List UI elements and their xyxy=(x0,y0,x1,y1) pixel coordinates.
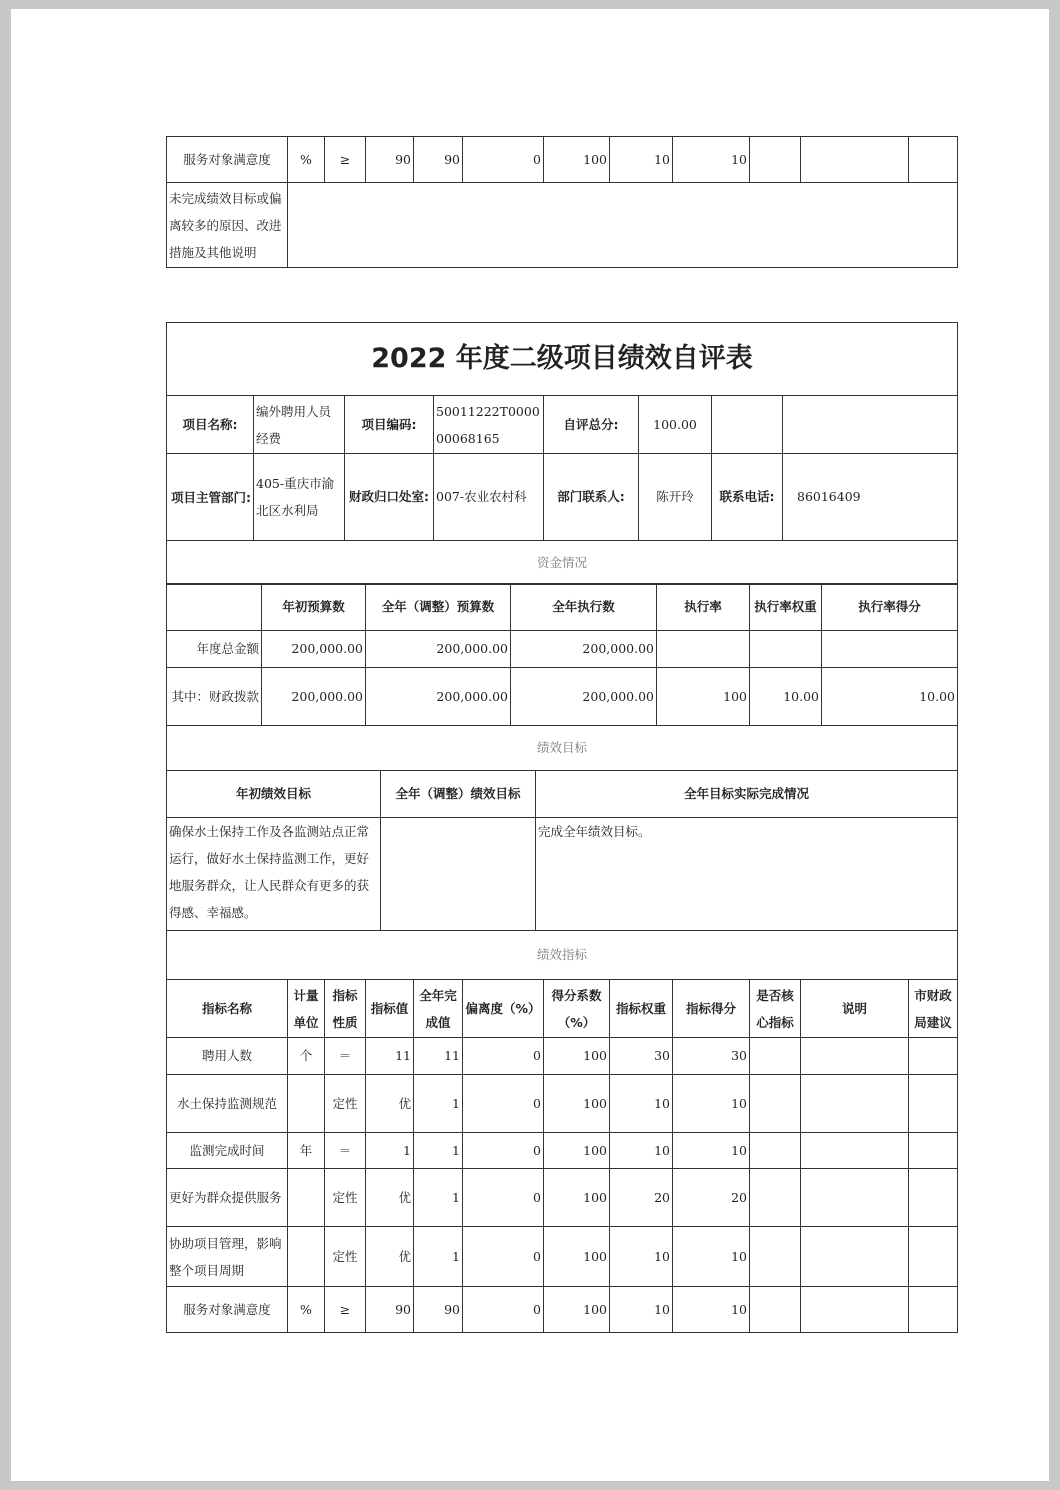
remark xyxy=(801,1169,909,1227)
score-coefficient: 100 xyxy=(544,1038,610,1075)
table-row xyxy=(167,1038,958,1075)
actual-value: 1 xyxy=(414,1169,463,1227)
project-name: 编外聘用人员经费 xyxy=(254,396,345,454)
unit xyxy=(288,1075,325,1133)
page-title: 2022 年度二级项目绩效自评表 xyxy=(167,323,958,396)
note-label: 未完成绩效目标或偏离较多的原因、改进措施及其他说明 xyxy=(167,183,288,268)
remark xyxy=(801,137,909,183)
table-row xyxy=(167,1133,958,1169)
weight: 10 xyxy=(610,137,673,183)
target-value: 优 xyxy=(366,1169,414,1227)
deviation: 0 xyxy=(463,1169,544,1227)
nature: ＝ xyxy=(325,1038,366,1075)
funds-section-title: 资金情况 xyxy=(167,541,958,585)
remark xyxy=(801,1227,909,1287)
core-flag xyxy=(750,1075,801,1133)
score-coefficient: 100 xyxy=(544,1287,610,1333)
indicator-name: 聘用人数 xyxy=(167,1038,288,1075)
exec-score: 10.00 xyxy=(822,668,958,726)
score-coefficient: 100 xyxy=(544,1169,610,1227)
exec-score xyxy=(822,631,958,668)
executed: 200,000.00 xyxy=(511,668,657,726)
unit xyxy=(288,1169,325,1227)
finance-advice xyxy=(909,1169,958,1227)
remark xyxy=(801,1075,909,1133)
indicator-name: 水土保持监测规范 xyxy=(167,1075,288,1133)
phone: 86016409 xyxy=(783,454,958,541)
note-content xyxy=(288,183,958,268)
target-value: 优 xyxy=(366,1075,414,1133)
score-coefficient: 100 xyxy=(544,1133,610,1169)
weight: 30 xyxy=(610,1038,673,1075)
target-value: 优 xyxy=(366,1227,414,1287)
col-header: 说明 xyxy=(801,980,909,1038)
col-header: 全年完成值 xyxy=(414,980,463,1038)
unit: % xyxy=(288,1287,325,1333)
finance-office-label: 财政归口处室: xyxy=(345,454,434,541)
col-header: 执行率 xyxy=(657,584,750,631)
indicators-section-title: 绩效指标 xyxy=(167,931,958,980)
exec-rate xyxy=(657,631,750,668)
table-row xyxy=(167,1227,958,1287)
nature: 定性 xyxy=(325,1169,366,1227)
actual-value: 1 xyxy=(414,1133,463,1169)
col-header: 指标名称 xyxy=(167,980,288,1038)
contact: 陈开玲 xyxy=(639,454,712,541)
col-header: 执行率得分 xyxy=(822,584,958,631)
target-value: 1 xyxy=(366,1133,414,1169)
goals-section-title: 绩效目标 xyxy=(167,726,958,771)
executed: 200,000.00 xyxy=(511,631,657,668)
finance-advice xyxy=(909,1075,958,1133)
indicator-name: 协助项目管理，影响整个项目周期 xyxy=(167,1227,288,1287)
deviation: 0 xyxy=(463,1075,544,1133)
target-value: 90 xyxy=(366,137,414,183)
finance-advice xyxy=(909,1038,958,1075)
col-header: 市财政局建议 xyxy=(909,980,958,1038)
deviation: 0 xyxy=(463,137,544,183)
table-row xyxy=(167,668,958,726)
finance-office: 007-农业农村科 xyxy=(434,454,544,541)
col-header: 全年目标实际完成情况 xyxy=(536,771,958,818)
unit: 个 xyxy=(288,1038,325,1075)
col-header: 计量单位 xyxy=(288,980,325,1038)
table-row xyxy=(167,396,958,454)
nature: ≥ xyxy=(325,137,366,183)
weight: 20 xyxy=(610,1169,673,1227)
finance-advice xyxy=(909,137,958,183)
unit xyxy=(288,1227,325,1287)
col-header: 指标权重 xyxy=(610,980,673,1038)
finance-advice xyxy=(909,1227,958,1287)
indicator-name: 服务对象满意度 xyxy=(167,137,288,183)
empty-cell xyxy=(712,396,783,454)
deviation: 0 xyxy=(463,1287,544,1333)
core-flag xyxy=(750,1038,801,1075)
col-header: 全年（调整）绩效目标 xyxy=(381,771,536,818)
indicator-name: 服务对象满意度 xyxy=(167,1287,288,1333)
weight: 10 xyxy=(610,1133,673,1169)
deviation: 0 xyxy=(463,1133,544,1169)
col-header: 指标得分 xyxy=(673,980,750,1038)
col-header: 得分系数（%） xyxy=(544,980,610,1038)
adjusted-budget: 200,000.00 xyxy=(366,631,511,668)
table-row xyxy=(167,584,958,631)
score-label: 自评总分: xyxy=(544,396,639,454)
score-coefficient: 100 xyxy=(544,137,610,183)
table-row xyxy=(167,183,958,268)
actual-value: 1 xyxy=(414,1227,463,1287)
nature: 定性 xyxy=(325,1227,366,1287)
phone-label: 联系电话: xyxy=(712,454,783,541)
weight: 10 xyxy=(610,1227,673,1287)
table-row xyxy=(167,631,958,668)
deviation: 0 xyxy=(463,1227,544,1287)
score-coefficient: 100 xyxy=(544,1227,610,1287)
actual-value: 90 xyxy=(414,1287,463,1333)
score: 10 xyxy=(673,1287,750,1333)
finance-advice xyxy=(909,1287,958,1333)
top-indicator-table xyxy=(166,136,958,268)
col-header: 年初预算数 xyxy=(262,584,366,631)
header-table xyxy=(166,322,958,585)
weight: 10 xyxy=(610,1075,673,1133)
indicators-table xyxy=(166,979,958,1333)
actual-value: 90 xyxy=(414,137,463,183)
col-header: 指标值 xyxy=(366,980,414,1038)
initial-budget: 200,000.00 xyxy=(262,668,366,726)
table-row xyxy=(167,454,958,541)
table-row xyxy=(167,980,958,1038)
table-row xyxy=(167,818,958,931)
deviation: 0 xyxy=(463,1038,544,1075)
goals-table xyxy=(166,770,958,980)
table-row xyxy=(167,1169,958,1227)
col-header: 执行率权重 xyxy=(750,584,822,631)
target-value: 90 xyxy=(366,1287,414,1333)
nature: ＝ xyxy=(325,1133,366,1169)
actual-value: 11 xyxy=(414,1038,463,1075)
score: 30 xyxy=(673,1038,750,1075)
exec-weight: 10.00 xyxy=(750,668,822,726)
weight: 10 xyxy=(610,1287,673,1333)
adjusted-goal xyxy=(381,818,536,931)
remark xyxy=(801,1287,909,1333)
finance-advice xyxy=(909,1133,958,1169)
remark xyxy=(801,1133,909,1169)
col-header: 指标性质 xyxy=(325,980,366,1038)
initial-goal: 确保水土保持工作及各监测站点正常运行，做好水土保持监测工作，更好地服务群众，让人民群众有更多的获得感、幸福感。 xyxy=(167,818,381,931)
total-score: 100.00 xyxy=(639,396,712,454)
col-header: 是否核心指标 xyxy=(750,980,801,1038)
table-row xyxy=(167,137,958,183)
score: 10 xyxy=(673,1075,750,1133)
unit: % xyxy=(288,137,325,183)
funds-table xyxy=(166,583,958,771)
col-header: 全年（调整）预算数 xyxy=(366,584,511,631)
project-name-label: 项目名称: xyxy=(167,396,254,454)
actual-value: 1 xyxy=(414,1075,463,1133)
row-label: 其中：财政拨款 xyxy=(167,668,262,726)
col-header: 偏离度（%） xyxy=(463,980,544,1038)
adjusted-budget: 200,000.00 xyxy=(366,668,511,726)
score: 10 xyxy=(673,1227,750,1287)
score: 10 xyxy=(673,1133,750,1169)
core-flag xyxy=(750,1227,801,1287)
target-value: 11 xyxy=(366,1038,414,1075)
table-row xyxy=(167,1075,958,1133)
table-row xyxy=(167,771,958,818)
col-header: 年初绩效目标 xyxy=(167,771,381,818)
col-header: 全年执行数 xyxy=(511,584,657,631)
unit: 年 xyxy=(288,1133,325,1169)
row-label: 年度总金额 xyxy=(167,631,262,668)
initial-budget: 200,000.00 xyxy=(262,631,366,668)
score: 10 xyxy=(673,137,750,183)
indicator-name: 监测完成时间 xyxy=(167,1133,288,1169)
dept-label: 项目主管部门: xyxy=(167,454,254,541)
core-flag xyxy=(750,1133,801,1169)
nature: ≥ xyxy=(325,1287,366,1333)
score-coefficient: 100 xyxy=(544,1075,610,1133)
project-code: 50011222T000000068165 xyxy=(434,396,544,454)
project-code-label: 项目编码: xyxy=(345,396,434,454)
core-flag xyxy=(750,137,801,183)
remark xyxy=(801,1038,909,1075)
core-flag xyxy=(750,1169,801,1227)
exec-weight xyxy=(750,631,822,668)
nature: 定性 xyxy=(325,1075,366,1133)
score: 20 xyxy=(673,1169,750,1227)
table-row xyxy=(167,1287,958,1333)
dept: 405-重庆市渝北区水利局 xyxy=(254,454,345,541)
core-flag xyxy=(750,1287,801,1333)
actual-completion: 完成全年绩效目标。 xyxy=(536,818,958,931)
col-header xyxy=(167,584,262,631)
indicator-name: 更好为群众提供服务 xyxy=(167,1169,288,1227)
empty-cell xyxy=(783,396,958,454)
exec-rate: 100 xyxy=(657,668,750,726)
contact-label: 部门联系人: xyxy=(544,454,639,541)
